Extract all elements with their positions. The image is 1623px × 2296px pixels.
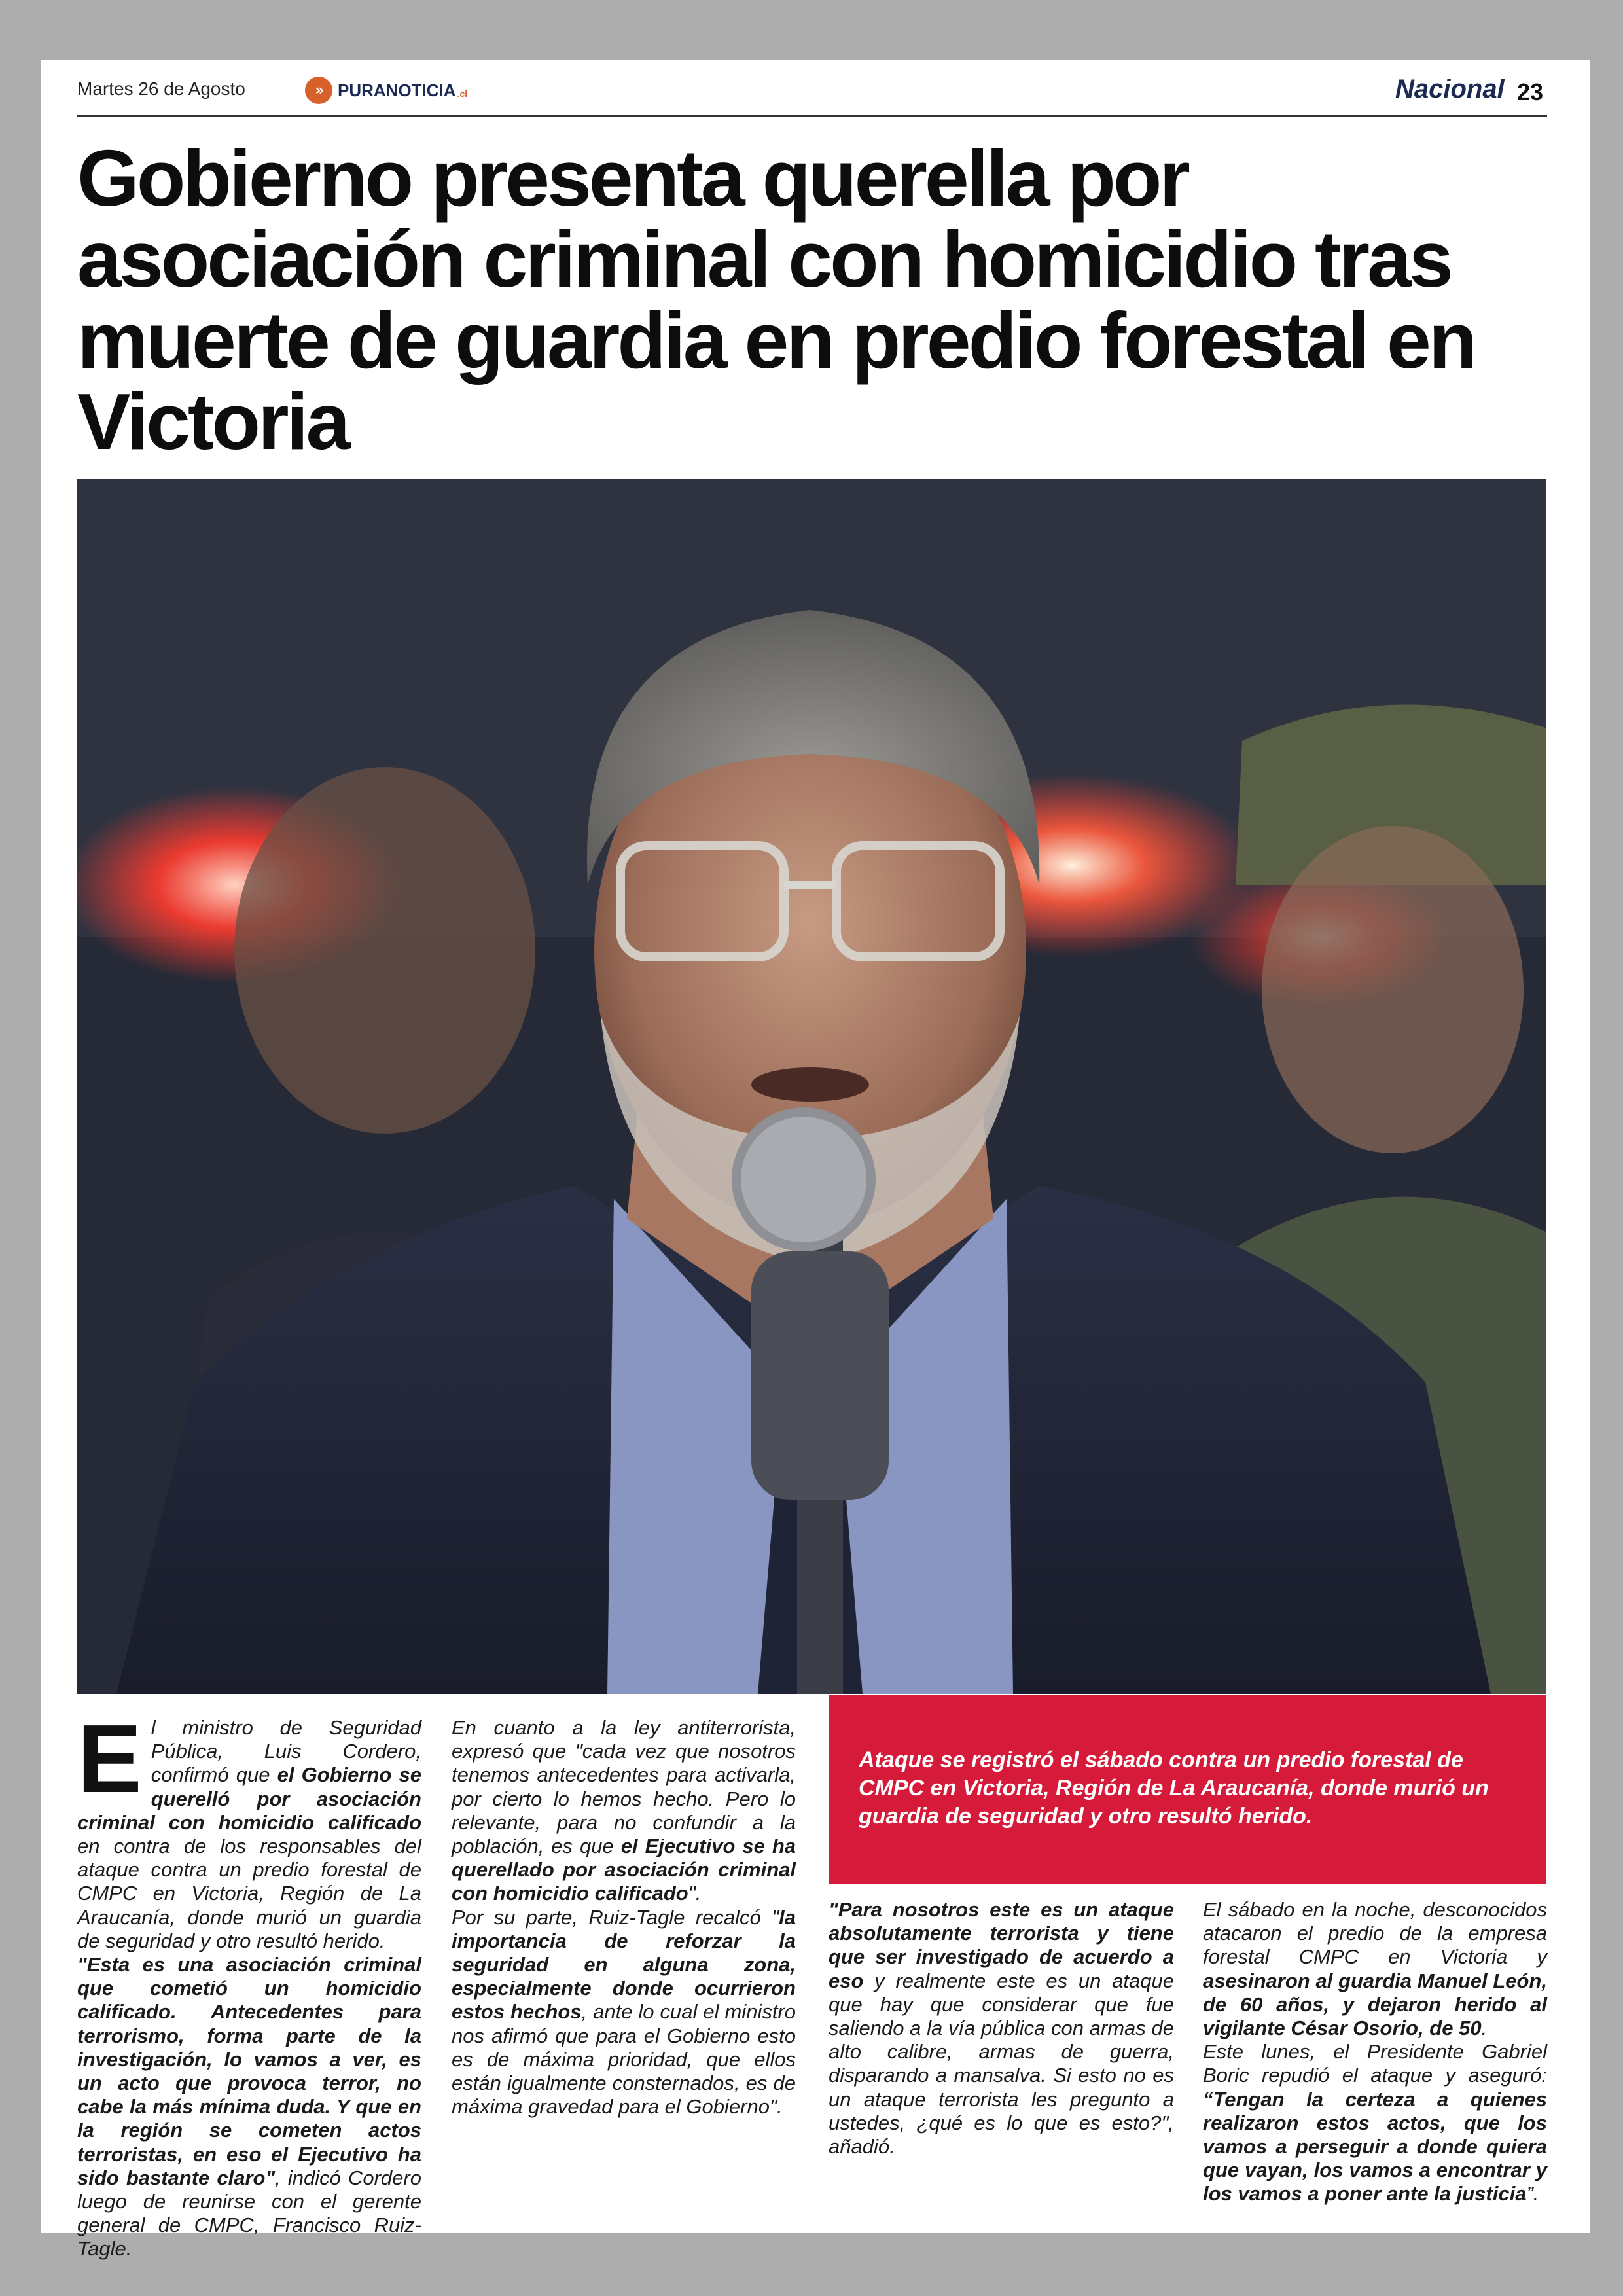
article-column-3 xyxy=(829,1898,1174,2159)
paragraph-5-part-b: y realmente este es un ataque que hay que considerar que fue saliendo a la vía pública con armas de alto calibre, armas de guerra, disparando a mansalva. Si esto no es un ataque terrorista les pregunto a ustedes, ¿qué es lo que es esto?", añadió. xyxy=(829,1969,1174,2159)
paragraph-4-part-a: Por su parte, Ruiz-Tagle recalcó " xyxy=(452,1905,779,1929)
article-photo xyxy=(77,479,1546,1694)
paragraph-1-part-c: en contra de los responsables del ataque contra un predio forestal de CMPC en Victoria, Región de La Araucanía, donde murió un guardia de seguridad y otro resultó herido. xyxy=(77,1835,421,1952)
paragraph-2-quote: "Esta es una asociación criminal que cometió un homicidio calificado. Antecedentes para terrorismo, forma parte de la investigación, lo vamos a ver, es un acto que provoca terror, no cabe la más mínima duda. Y que en la región se cometen actos terroristas, en eso el Ejecutivo ha sido bastante claro" xyxy=(77,1953,421,2189)
article-headline: Gobierno presenta querella por asociación criminal con homicidio tras muerte de guardia en predio forestal en Victoria xyxy=(77,134,1475,466)
paragraph-7 xyxy=(1203,2040,1547,2206)
paragraph-6-part-a: El sábado en la noche, desconocidos atacaron el predio de la empresa forestal CMPC en Victoria y xyxy=(1203,1898,1547,1969)
paragraph-7-part-a: Este lunes, el Presidente Gabriel Boric repudió el ataque y aseguró: xyxy=(1203,2040,1547,2087)
logo-text: PURANOTICIA xyxy=(338,80,456,100)
article-column-2 xyxy=(452,1716,796,2119)
logo-suffix: .cl xyxy=(457,88,468,99)
minister-portrait-illustration xyxy=(77,479,1546,1694)
paragraph-6-part-c: . xyxy=(1481,2017,1488,2040)
paragraph-6-bold: asesinaron al guardia Manuel León, de 60 años, y dejaron herido al vigilante César Osorio, de 50 xyxy=(1203,1969,1547,2040)
article-callout: Ataque se registró el sábado contra un predio forestal de CMPC en Victoria, Región de La Araucanía, donde murió un guardia de seguridad y otro resultó herido. xyxy=(829,1695,1546,1884)
paragraph-3-part-a: En cuanto a la ley antiterrorista, expresó que "cada vez que nosotros tenemos antecedentes para activarla, por cierto lo hemos hecho. Pero lo relevante, para no confundir a la población, es que xyxy=(452,1716,796,1858)
section-name: Nacional xyxy=(1395,75,1505,103)
drop-cap: E xyxy=(77,1705,142,1813)
header-divider xyxy=(77,115,1547,117)
publication-logo xyxy=(305,76,467,105)
logo-arrows-icon: » xyxy=(305,77,332,104)
page-number: 23 xyxy=(1517,79,1544,105)
paragraph-4-part-c: , ante lo cual el ministro nos afirmó que para el Gobierno esto es de máxima prioridad, que ellos están igualmente consternados, es de máxima gravedad para el Gobierno". xyxy=(452,2000,796,2119)
article-column-1 xyxy=(77,1705,421,2261)
paragraph-7-part-c: ”. xyxy=(1526,2182,1539,2206)
paragraph-3-bold: el Ejecutivo se ha querellado por asociación criminal con homicidio calificado xyxy=(452,1835,796,1905)
paragraph-4-bold: la importancia de reforzar la seguridad en alguna zona, especialmente donde ocurrieron estos hechos xyxy=(452,1905,796,2024)
paragraph-7-quote: “Tengan la certeza a quienes realizaron estos actos, que los vamos a perseguir a donde quiera que vayan, los vamos a encontrar y los vamos a poner ante la justicia xyxy=(1203,2087,1547,2206)
paragraph-2 xyxy=(77,1953,421,2261)
paragraph-4 xyxy=(452,1906,796,2119)
paragraph-5-bold: "Para nosotros este es un ataque absolutamente terrorista y tiene que ser investigado de acuerdo a eso xyxy=(829,1898,1174,1992)
paragraph-6 xyxy=(1203,1898,1547,2040)
paragraph-3-part-c: ". xyxy=(688,1882,702,1905)
paragraph-1-bold: el Gobierno se querelló por asociación criminal con homicidio calificado xyxy=(77,1763,421,1834)
paragraph-2-part-b: , indicó Cordero luego de reunirse con el gerente general de CMPC, Francisco Ruiz-Tagle. xyxy=(77,2166,421,2261)
paragraph-5 xyxy=(829,1898,1174,2159)
paragraph-1-part-a: l ministro de Seguridad Pública, Luis Cordero, confirmó que xyxy=(151,1716,421,1787)
issue-date: Martes 26 de Agosto xyxy=(77,79,245,99)
paragraph-3 xyxy=(452,1716,796,1906)
article-column-4 xyxy=(1203,1898,1547,2206)
